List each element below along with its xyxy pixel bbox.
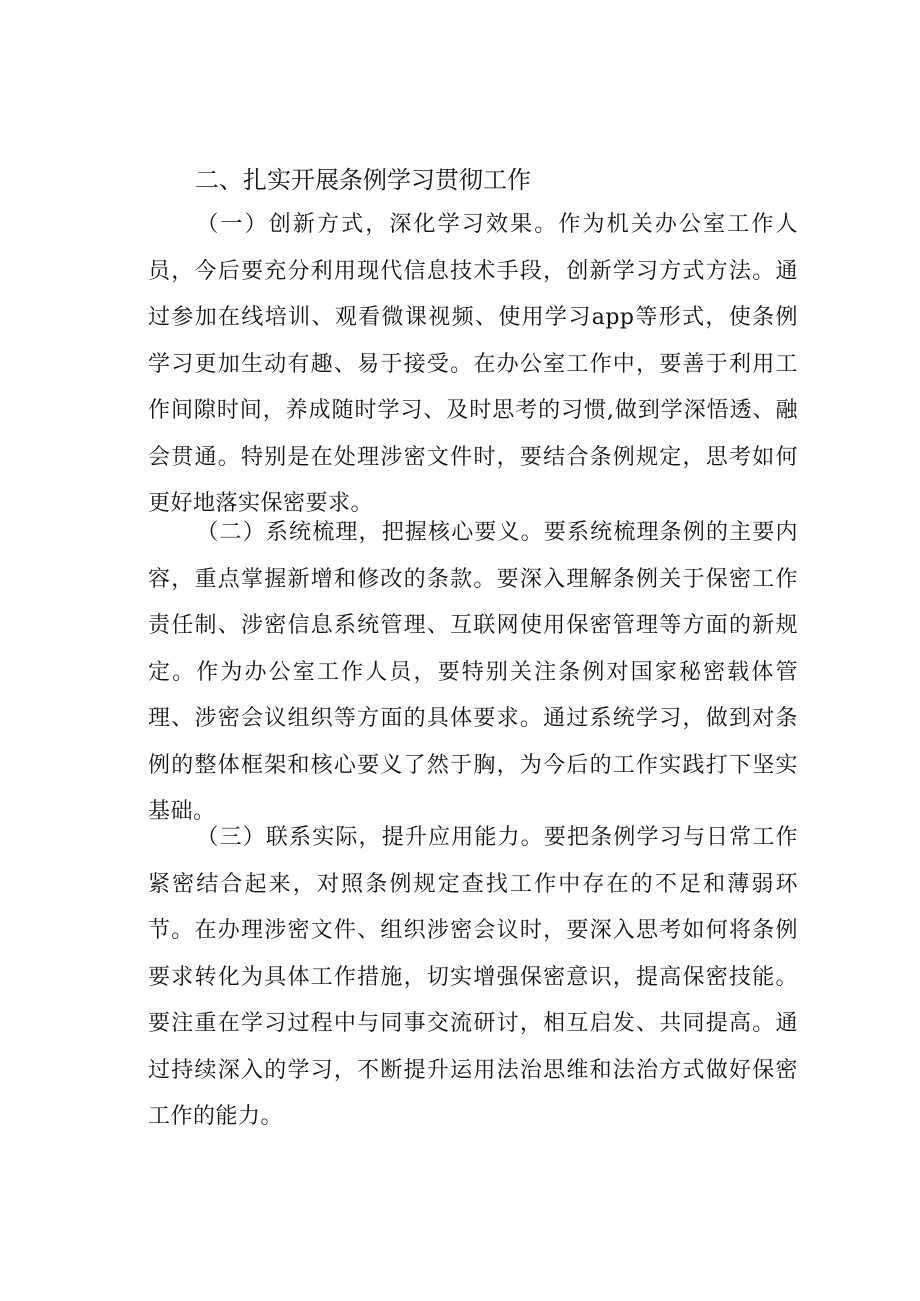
paragraph-practical-application: （三）联系实际，提升应用能力。要把条例学习与日常工作紧密结合起来，对照条例规定查找工作中存在的不足和薄弱环节。在办理涉密文件、组织涉密会议时，要深入思考如何将条例要求转化为具体工作措施，切实增强保密意识，提高保密技能。要注重在学习过程中与同事交流研讨，相互启发、共同提高。通过持续深入的学习，不断提升运用法治思维和法治方式做好保密工作的能力。 (148, 825, 798, 1129)
section-heading: 二、扎实开展条例学习贯彻工作 (195, 166, 531, 194)
paragraph-systematic-review: （二）系统梳理，把握核心要义。要系统梳理条例的主要内容，重点掌握新增和修改的条款。要深入理解条例关于保密工作责任制、涉密信息系统管理、互联网使用保密管理等方面的新规定。作为办公室工作人员，要特别关注条例对国家秘密载体管理、涉密会议组织等方面的具体要求。通过系统学习，做到对条例的整体框架和核心要义了然于胸，为今后的工作实践打下坚实基础。 (148, 520, 798, 824)
paragraph-innovate-methods: （一）创新方式，深化学习效果。作为机关办公室工作人员，今后要充分利用现代信息技术手段，创新学习方式方法。通过参加在线培训、观看微课视频、使用学习app等形式，使条例学习更加生动有趣、易于接受。在办公室工作中，要善于利用工作间隙时间，养成随时学习、及时思考的习惯,做到学深悟透、融会贯通。特别是在处理涉密文件时，要结合条例规定，思考如何更好地落实保密要求。 (148, 212, 798, 516)
